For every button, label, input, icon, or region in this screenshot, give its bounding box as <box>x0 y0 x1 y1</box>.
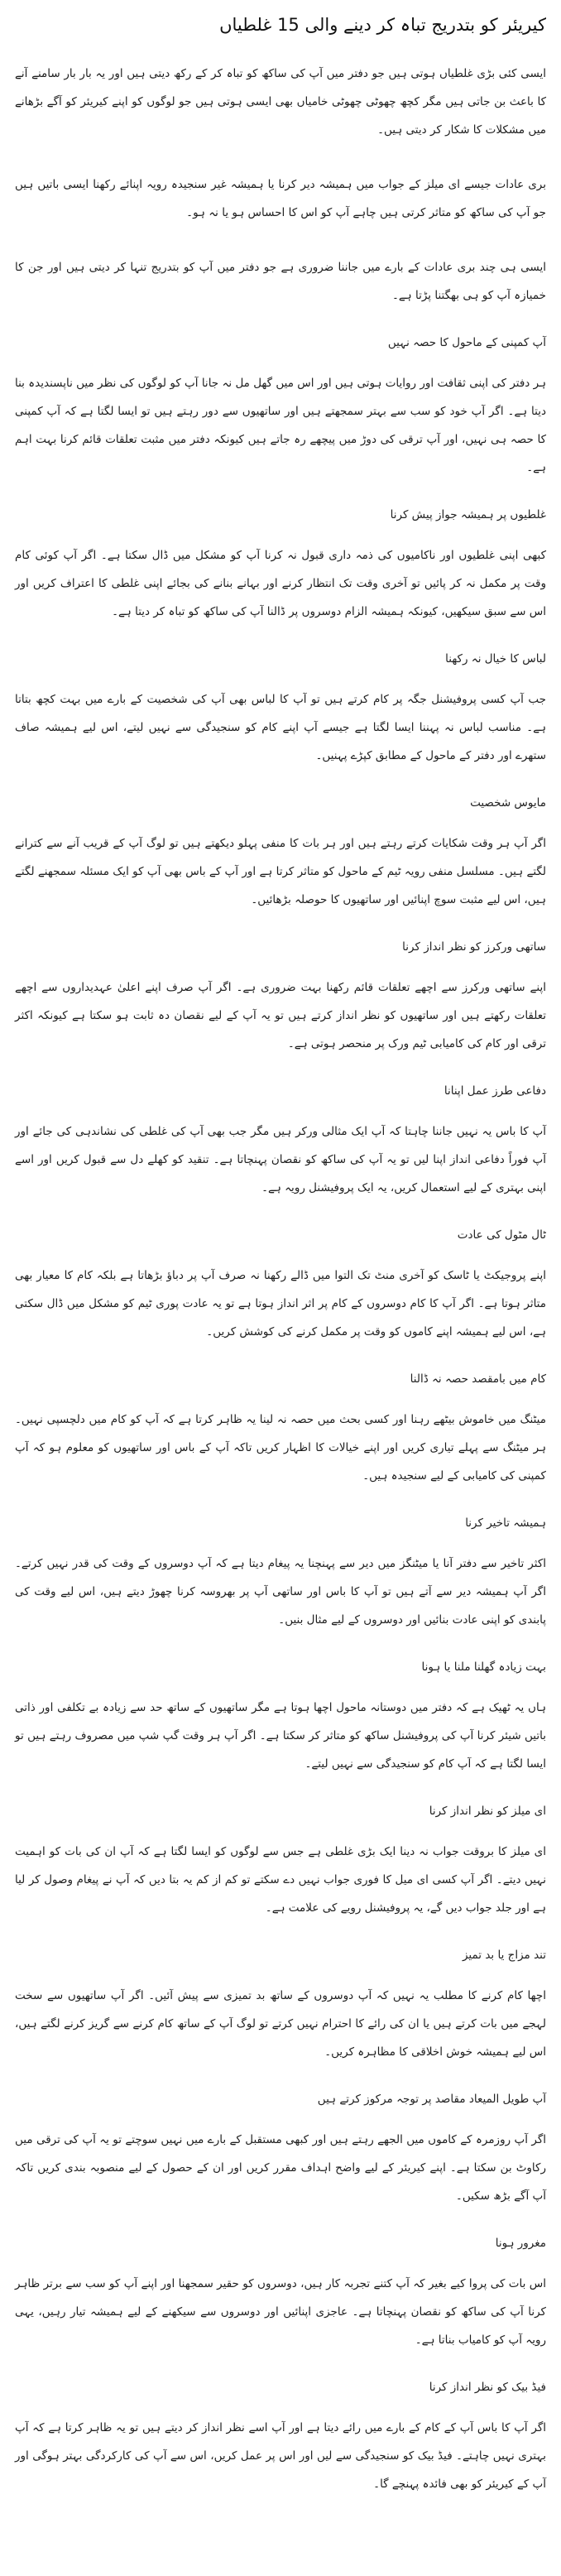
section-text: اس بات کی پروا کیے بغیر کہ آپ کتنے تجربہ کار ہیں، دوسروں کو حقیر سمجھنا اور اپنے آپ کو سب سے برتر ظاہر کرنا آپ کی ساکھ کو نقصان پہنچاتا ہے۔ عاجزی اپنائیں اور دوسروں سے سیکھنے کے لیے ہمیشہ تیار رہیں، یہی رویہ آپ کو کامیاب بناتا ہے۔ <box>15 2277 546 2347</box>
section-text: کبھی اپنی غلطیوں اور ناکامیوں کی ذمہ داری قبول نہ کرنا آپ کو مشکل میں ڈال سکتا ہے۔ اگر آپ کوئی کام وقت پر مکمل نہ کر پائیں تو آخری وقت تک انتظار کرنے اور بہانے بنانے کی بجائے اپنی غلطی کا اعتراف کریں اور اس سے سبق سیکھیں، کیونکہ ہمیشہ الزام دوسروں پر ڈالنا آپ کی ساکھ کو تباہ کر دیتا ہے۔ <box>15 549 546 618</box>
section-text: اپنے ساتھی ورکرز سے اچھے تعلقات قائم رکھنا بہت ضروری ہے۔ اگر آپ صرف اپنے اعلیٰ عہدیداروں سے اچھے تعلقات رکھتے ہیں اور ساتھیوں کو نظر انداز کرتے ہیں تو یہ آپ کے لیے نقصان دہ ثابت ہو سکتا ہے کیونکہ اکثر ترقی اور کام کی کامیابی ٹیم ورک پر منحصر ہوتی ہے۔ <box>15 981 546 1050</box>
section-text: میٹنگ میں خاموش بیٹھے رہنا اور کسی بحث میں حصہ نہ لینا یہ ظاہر کرتا ہے کہ آپ کو کام میں دلچسپی نہیں۔ ہر میٹنگ سے پہلے تیاری کریں اور اپنے خیالات کا اظہار کریں تاکہ آپ کے باس اور ساتھیوں کو معلوم ہو کہ آپ کمپنی کی کامیابی کے لیے سنجیدہ ہیں۔ <box>15 1413 546 1483</box>
section-heading: ہمیشہ تاخیر کرنا <box>465 1516 546 1530</box>
section-heading: مایوس شخصیت <box>470 796 546 810</box>
section <box>15 2093 546 2210</box>
section-text: اگر آپ کا باس آپ کے کام کے بارے میں رائے دیتا ہے اور آپ اسے نظر انداز کر دیتے ہیں تو یہ ظاہر کرتا ہے کہ آپ بہتری نہیں چاہتے۔ فیڈ بیک کو سنجیدگی سے لیں اور اس پر عمل کریں، اس سے آپ کی کارکردگی بہتر ہوگی اور آپ کے کیریئر کو بھی فائدہ پہنچے گا۔ <box>15 2421 546 2491</box>
section-heading: مغرور ہونا <box>495 2237 546 2250</box>
article-title: کیریئر کو بتدریج تباہ کر دینے والی 15 غلطیاں <box>219 15 546 35</box>
section <box>15 2237 546 2354</box>
section-heading: ساتھی ورکرز کو نظر انداز کرنا <box>402 940 546 954</box>
section-text: اکثر تاخیر سے دفتر آنا یا میٹنگز میں دیر سے پہنچنا یہ پیغام دیتا ہے کہ آپ دوسروں کے وقت کی قدر نہیں کرتے۔ اگر آپ ہمیشہ دیر سے آتے ہیں تو آپ کا باس اور ساتھی آپ پر بھروسہ کرنا چھوڑ دیتے ہیں، اس لیے وقت کی پابندی کو اپنی عادت بنائیں اور دوسروں کے لیے مثال بنیں۔ <box>15 1557 546 1627</box>
intro-paragraph-3: ایسی ہی چند بری عادات کے بارے میں جاننا ضروری ہے جو دفتر میں آپ کو بتدریج تنہا کر دیتی ہیں اور جن کا خمیازہ آپ کو ہی بھگتنا پڑتا ہے۔ <box>15 261 546 302</box>
section <box>15 1084 546 1202</box>
section-text: اچھا کام کرنے کا مطلب یہ نہیں کہ آپ دوسروں کے ساتھ بد تمیزی سے پیش آئیں۔ اگر آپ ساتھیوں سے سخت لہجے میں بات کرتے ہیں یا ان کی رائے کا احترام نہیں کرتے تو لوگ آپ کے ساتھ کام کرنے سے گریز کرنے لگتے ہیں، اس لیے ہمیشہ خوش اخلاقی کا مظاہرہ کریں۔ <box>15 1989 546 2059</box>
section-text: ہر دفتر کی اپنی ثقافت اور روایات ہوتی ہیں اور اس میں گھل مل نہ جانا آپ کو لوگوں کی نظر میں ناپسندیدہ بنا دیتا ہے۔ اگر آپ خود کو سب سے بہتر سمجھتے ہیں اور ساتھیوں سے دور رہتے ہیں تو ایسا لگتا ہے کہ آپ کمپنی کا حصہ ہی نہیں، اور آپ ترقی کی دوڑ میں پیچھے رہ جاتے ہیں کیونکہ دفتر میں مثبت تعلقات قائم کرنا بہت اہم ہے۔ <box>15 377 546 474</box>
section <box>15 1516 546 1634</box>
section-heading: ٹال مٹول کی عادت <box>457 1228 546 1242</box>
intro-paragraph-2: بری عادات جیسے ای میلز کے جواب میں ہمیشہ دیر کرنا یا ہمیشہ غیر سنجیدہ رویہ اپنائے رکھنا ایسی باتیں ہیں جو آپ کی ساکھ کو متاثر کرتی ہیں چاہے آپ کو اس کا احساس ہو یا نہ ہو۔ <box>15 178 546 219</box>
section <box>15 2381 546 2498</box>
section <box>15 1228 546 1346</box>
section-text: ہاں یہ ٹھیک ہے کہ دفتر میں دوستانہ ماحول اچھا ہوتا ہے مگر ساتھیوں کے ساتھ حد سے زیادہ بے تکلفی اور ذاتی باتیں شیئر کرنا آپ کی پروفیشنل ساکھ کو متاثر کر سکتا ہے۔ اگر آپ ہر وقت گپ شپ میں مصروف رہتے ہیں تو ایسا لگتا ہے کہ آپ کام کو سنجیدگی سے نہیں لیتے۔ <box>15 1701 546 1771</box>
section-text: اپنے پروجیکٹ یا ٹاسک کو آخری منٹ تک التوا میں ڈالے رکھنا نہ صرف آپ پر دباؤ بڑھاتا ہے بلکہ کام کا معیار بھی متاثر ہوتا ہے۔ اگر آپ کا کام دوسروں کے کام پر اثر انداز ہوتا ہے تو یہ عادت پوری ٹیم کو مشکل میں ڈال سکتی ہے، اس لیے ہمیشہ اپنے کاموں کو وقت پر مکمل کرنے کی کوشش کریں۔ <box>15 1269 546 1338</box>
section <box>15 1660 546 1778</box>
section-heading: تند مزاج یا بد تمیز <box>462 1949 546 1962</box>
section-heading: لباس کا خیال نہ رکھنا <box>445 652 546 666</box>
section-text: اگر آپ روزمرہ کے کاموں میں الجھے رہتے ہیں اور کبھی مستقبل کے بارے میں نہیں سوچتے تو یہ آپ کی ترقی میں رکاوٹ بن سکتا ہے۔ اپنے کیریئر کے لیے واضح اہداف مقرر کریں اور ان کے حصول کے لیے منصوبہ بندی کریں تاکہ آپ آگے بڑھ سکیں۔ <box>15 2133 546 2203</box>
section-text: اگر آپ ہر وقت شکایات کرتے رہتے ہیں اور ہر بات کا منفی پہلو دیکھتے ہیں تو لوگ آپ کے قریب آنے سے کترانے لگتے ہیں۔ مسلسل منفی رویہ ٹیم کے ماحول کو متاثر کرتا ہے اور آپ کے باس بھی آپ کو ایک مسئلہ سمجھنے لگتے ہیں، اس لیے مثبت سوچ اپنائیں اور ساتھیوں کا حوصلہ بڑھائیں۔ <box>15 837 546 906</box>
section-heading: آپ طویل المیعاد مقاصد پر توجہ مرکوز کرتے ہیں <box>317 2093 546 2106</box>
section <box>15 652 546 770</box>
sections-list <box>15 336 546 2498</box>
section-heading: غلطیوں پر ہمیشہ جواز پیش کرنا <box>390 508 546 521</box>
section <box>15 336 546 482</box>
section-heading: ای میلز کو نظر انداز کرنا <box>429 1805 546 1818</box>
section <box>15 1949 546 2066</box>
section-text: ای میلز کا بروقت جواب نہ دینا ایک بڑی غلطی ہے جس سے لوگوں کو ایسا لگتا ہے کہ آپ ان کی بات کو اہمیت نہیں دیتے۔ اگر آپ کسی ای میل کا فوری جواب نہیں دے سکتے تو کم از کم یہ بتا دیں کہ آپ نے پیغام وصول کر لیا ہے اور جلد جواب دیں گے، یہ پروفیشنل رویے کی علامت ہے۔ <box>15 1845 546 1915</box>
section-text: آپ کا باس یہ نہیں جاننا چاہتا کہ آپ ایک مثالی ورکر ہیں مگر جب بھی آپ کی غلطی کی نشاندہی کی جائے اور آپ فوراً دفاعی انداز اپنا لیں تو یہ آپ کی ساکھ کو نقصان پہنچاتا ہے۔ تنقید کو کھلے دل سے قبول کریں اور اسے اپنی بہتری کے لیے استعمال کریں، یہ ایک پروفیشنل رویہ ہے۔ <box>15 1125 546 1194</box>
section-heading: کام میں بامقصد حصہ نہ ڈالنا <box>410 1372 546 1386</box>
section-heading: آپ کمپنی کے ماحول کا حصہ نہیں <box>387 336 546 349</box>
section <box>15 796 546 914</box>
section <box>15 508 546 626</box>
section <box>15 1372 546 1490</box>
section <box>15 940 546 1058</box>
section-heading: فیڈ بیک کو نظر انداز کرنا <box>429 2381 546 2394</box>
section <box>15 1805 546 1922</box>
intro-paragraph: ایسی کئی بڑی غلطیاں ہوتی ہیں جو دفتر میں آپ کی ساکھ کو تباہ کر کے رکھ دیتی ہیں اور یہ بار بار سامنے آنے کا باعث بن جاتی ہیں مگر کچھ چھوٹی چھوٹی خامیاں بھی ایسی ہوتی ہیں جو لوگوں کو اپنے کیریئر کو آگے بڑھانے میں مشکلات کا شکار کر دیتی ہیں۔ <box>15 67 546 137</box>
section-heading: بہت زیادہ گھلنا ملنا یا ہونا <box>421 1660 546 1674</box>
section-heading: دفاعی طرز عمل اپنانا <box>444 1084 546 1098</box>
section-text: جب آپ کسی پروفیشنل جگہ پر کام کرتے ہیں تو آپ کا لباس بھی آپ کی شخصیت کے بارے میں بہت کچھ بتاتا ہے۔ مناسب لباس نہ پہننا ایسا لگتا ہے جیسے آپ اپنے کام کو سنجیدگی سے نہیں لیتے، اس لیے ہمیشہ صاف ستھرے اور دفتر کے ماحول کے مطابق کپڑے پہنیں۔ <box>15 693 546 762</box>
